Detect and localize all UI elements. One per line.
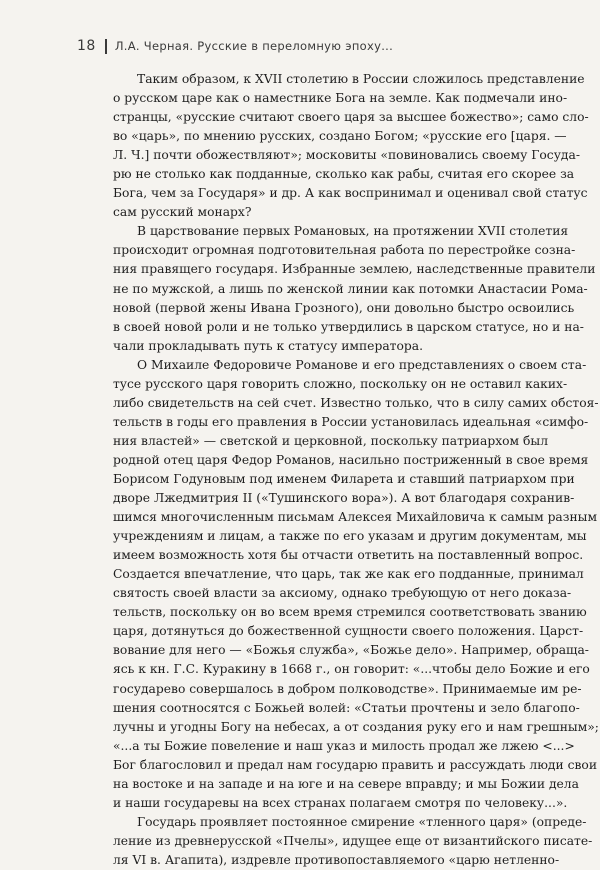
text-line: чали прокладывать путь к статусу императора. (113, 338, 423, 353)
text-line: не по мужской, а лишь по женской линии как потомки Анастасии Рома- (113, 281, 588, 296)
running-head-title: Л.А. Черная. Русские в переломную эпоху... (114, 39, 394, 53)
text-line: рю не столько как подданные, сколько как рабы, считая его скорее за (113, 167, 575, 182)
text-line: новой (первой жены Ивана Грозного), они довольно быстро освоились (113, 300, 575, 315)
text-line: О Михаиле Федоровиче Романове и его представлениях о своем ста- (137, 357, 587, 372)
paragraph (113, 222, 596, 355)
text-line: Борисом Годуновым под именем Филарета и ставший патриархом при (113, 471, 575, 486)
text-line: ля VI в. Агапита), издревле противопоставляемого «царю нетленно- (113, 852, 560, 867)
text-line: родной отец царя Федор Романов, насильно постриженный в свое время (113, 452, 589, 467)
text-line: Создается впечатление, что царь, так же как его подданные, принимал (113, 567, 584, 582)
text-line: Л. Ч.] почти обожествляют»; московиты «повиновались своему Госуда- (113, 148, 580, 163)
text-line: Бога, чем за Государя» и др. А как воспринимал и оценивал свой статус (113, 186, 588, 201)
text-line: Государь проявляет постоянное смирение «тленного царя» (опреде- (137, 814, 587, 829)
text-line: царя, дотянуться до божественной сущности своего положения. Царст- (113, 624, 584, 639)
paragraph (113, 70, 589, 222)
text-line: Таким образом, к XVII столетию в России сложилось представление (137, 72, 585, 86)
text-line: тусе русского царя говорить сложно, поскольку он не оставил каких- (113, 376, 568, 391)
text-line: шения соотносятся с Божьей волей: «Статьи прочтены и зело благопо- (113, 700, 580, 715)
text-line: дворе Лжедмитрия II («Тушинского вора»). А вот благодаря сохранив- (113, 491, 575, 506)
text-line: странцы, «русские считают своего царя за высшее божество»; само сло- (113, 110, 589, 125)
text-line: государево совершалось в добром полководстве». Принимаемые им ре- (113, 681, 582, 696)
text-line: происходит огромная подготовительная работа по перестройке созна- (113, 243, 576, 258)
text-line: тельств в годы его правления в России установилась идеальная «симфо- (113, 414, 589, 429)
text-line: тельств, поскольку он во всем время стремился соответствовать званию (113, 605, 587, 620)
text-line: В царствование первых Романовых, на протяжении XVII столетия (137, 224, 569, 239)
paragraph (113, 356, 599, 813)
text-line: ясь к кн. Г.С. Куракину в 1668 г., он говорит: «...чтобы дело Божие и его (113, 662, 590, 677)
text-line: во «царь», по мнению русских, создано Богом; «русские его [царя. — (113, 129, 567, 144)
text-line: на востоке и на западе и на юге и на севере вправду; и мы Божии дела (113, 776, 579, 791)
text-line: ния властей» — светской и церковной, поскольку патриархом был (113, 433, 549, 448)
paragraph (113, 813, 593, 870)
text-line: учреждениям и лицам, а также по его указам и другим документам, мы (113, 529, 587, 544)
text-line: ния правящего государя. Избранные землею, наследственные правители (113, 262, 596, 277)
running-head (77, 36, 393, 56)
text-line: ление из древнерусской «Пчелы», идущее еще от византийского писате- (113, 833, 593, 848)
text-line: сам русский монарх? (113, 205, 252, 220)
header-separator (105, 39, 107, 54)
text-line: «...а ты Божие повеление и наш указ и милость продал же лжею <...> (113, 738, 575, 753)
text-line: о русском царе как о наместнике Бога на земле. Как подмечали ино- (113, 91, 568, 106)
text-line: лучны и угодны Богу на небесах, а от создания руку его и нам грешным»; (113, 719, 599, 734)
text-line: Бог благословил и предал нам государю править и рассуждать люди свои (113, 757, 598, 772)
text-line: в своей новой роли и не только утвердились в царском статусе, но и на- (113, 319, 584, 334)
text-line: шимся многочисленным письмам Алексея Михайловича к самым разным (113, 510, 598, 525)
text-line: и наши государевы на всех странах полагаем смотря по человеку...». (113, 795, 568, 810)
page-number: 18 (77, 38, 96, 54)
text-line: святость своей власти за аксиому, однако требующую от него доказа- (113, 586, 572, 601)
text-line: имеем возможность хотя бы отчасти ответить на поставленный вопрос. (113, 548, 584, 563)
text-line: либо свидетельств на сей счет. Известно только, что в силу самих обстоя- (113, 395, 599, 410)
text-line: вование для него — «Божья служба», «Божье дело». Например, обраща- (113, 643, 589, 658)
